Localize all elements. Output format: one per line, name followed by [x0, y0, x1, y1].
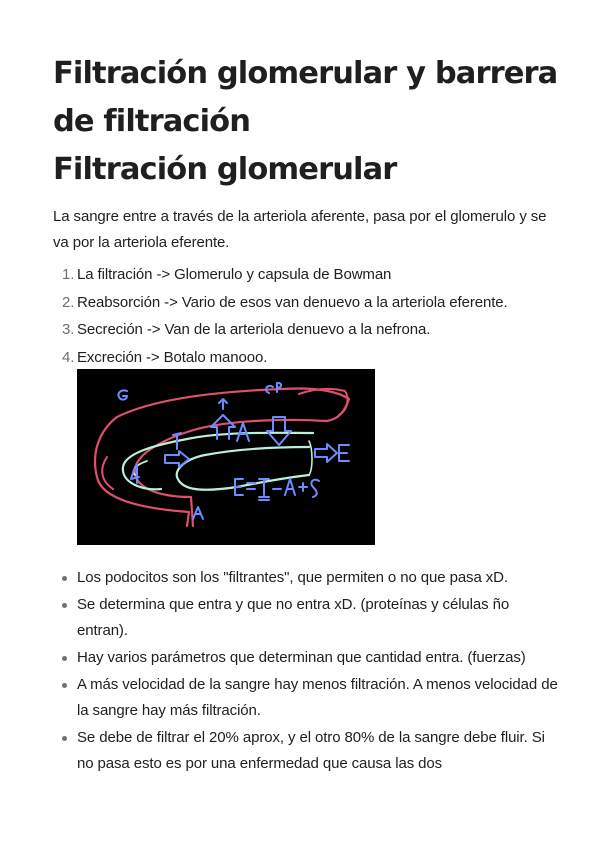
- bullet-icon: [62, 656, 67, 661]
- exit-arrow: [315, 444, 337, 462]
- list-item: [53, 289, 563, 317]
- bullet-icon: [62, 603, 67, 608]
- list-item-text: Hay varios parámetros que determinan que cantidad entra. (fuerzas): [77, 649, 526, 666]
- list-number: 4.: [62, 348, 75, 366]
- exit-e-mark: [339, 445, 349, 461]
- list-item-text: Se determina que entra y que no entra xD. (proteínas y células ño entran).: [77, 596, 510, 639]
- reabsorption-up-tick: [219, 399, 227, 409]
- list-number: 2.: [62, 293, 75, 311]
- list-item-text: Los podocitos son los "filtrantes", que permiten o no que pasa xD.: [77, 569, 508, 586]
- list-item: [53, 344, 563, 372]
- list-item-text: A más velocidad de la sangre hay menos filtración. A menos velocidad de la sangre hay más filtración.: [77, 676, 558, 719]
- process-steps-list: [53, 261, 563, 371]
- reabsorption-a-mark: [237, 423, 249, 441]
- label-a-afferent-mark: [193, 507, 203, 519]
- list-item-text: Secreción -> Van de la arteriola denuevo a la nefrona.: [77, 321, 431, 338]
- list-item-text: Excreción -> Botalo manooo.: [77, 348, 268, 366]
- list-item: [53, 645, 563, 671]
- nephron-sketch: [77, 369, 375, 545]
- list-item: [53, 725, 563, 777]
- list-item: [53, 565, 563, 591]
- list-number: 1.: [62, 266, 75, 283]
- list-item: [53, 592, 563, 644]
- list-item: [53, 316, 563, 344]
- tubule-outline: [123, 433, 313, 490]
- label-cp-mark: [266, 383, 281, 393]
- list-item-text: Se debe de filtrar el 20% aprox, y el otro 80% de la sangre debe fluir. Si no pasa esto es por una enfermedad que causa las dos: [77, 729, 545, 772]
- nephron-diagram: [77, 369, 375, 545]
- list-item: [53, 672, 563, 724]
- list-item-text: La filtración -> Glomerulo y capsula de Bowman: [77, 266, 392, 283]
- bullet-icon: [62, 683, 67, 688]
- label-g-top-mark: [118, 390, 127, 399]
- list-item: [53, 261, 563, 289]
- vessel-outline: [102, 457, 113, 489]
- section-heading: Filtración glomerular: [53, 152, 397, 187]
- intro-paragraph: La sangre entre a través de la arteriola aferente, pasa por el glomerulo y se va por la arteriola eferente.: [53, 208, 547, 251]
- list-item-text: Reabsorción -> Vario de esos van denuevo a la arteriola eferente.: [77, 293, 508, 311]
- bullet-icon: [62, 576, 67, 581]
- notes-list: [53, 565, 563, 778]
- formula-mark: [235, 479, 319, 500]
- page-title: Filtración glomerular y barrera de filtración: [53, 56, 558, 139]
- vessel-outline: [299, 389, 347, 415]
- bullet-icon: [62, 736, 67, 741]
- filtration-arrow: [165, 451, 189, 467]
- list-number: 3.: [62, 321, 75, 338]
